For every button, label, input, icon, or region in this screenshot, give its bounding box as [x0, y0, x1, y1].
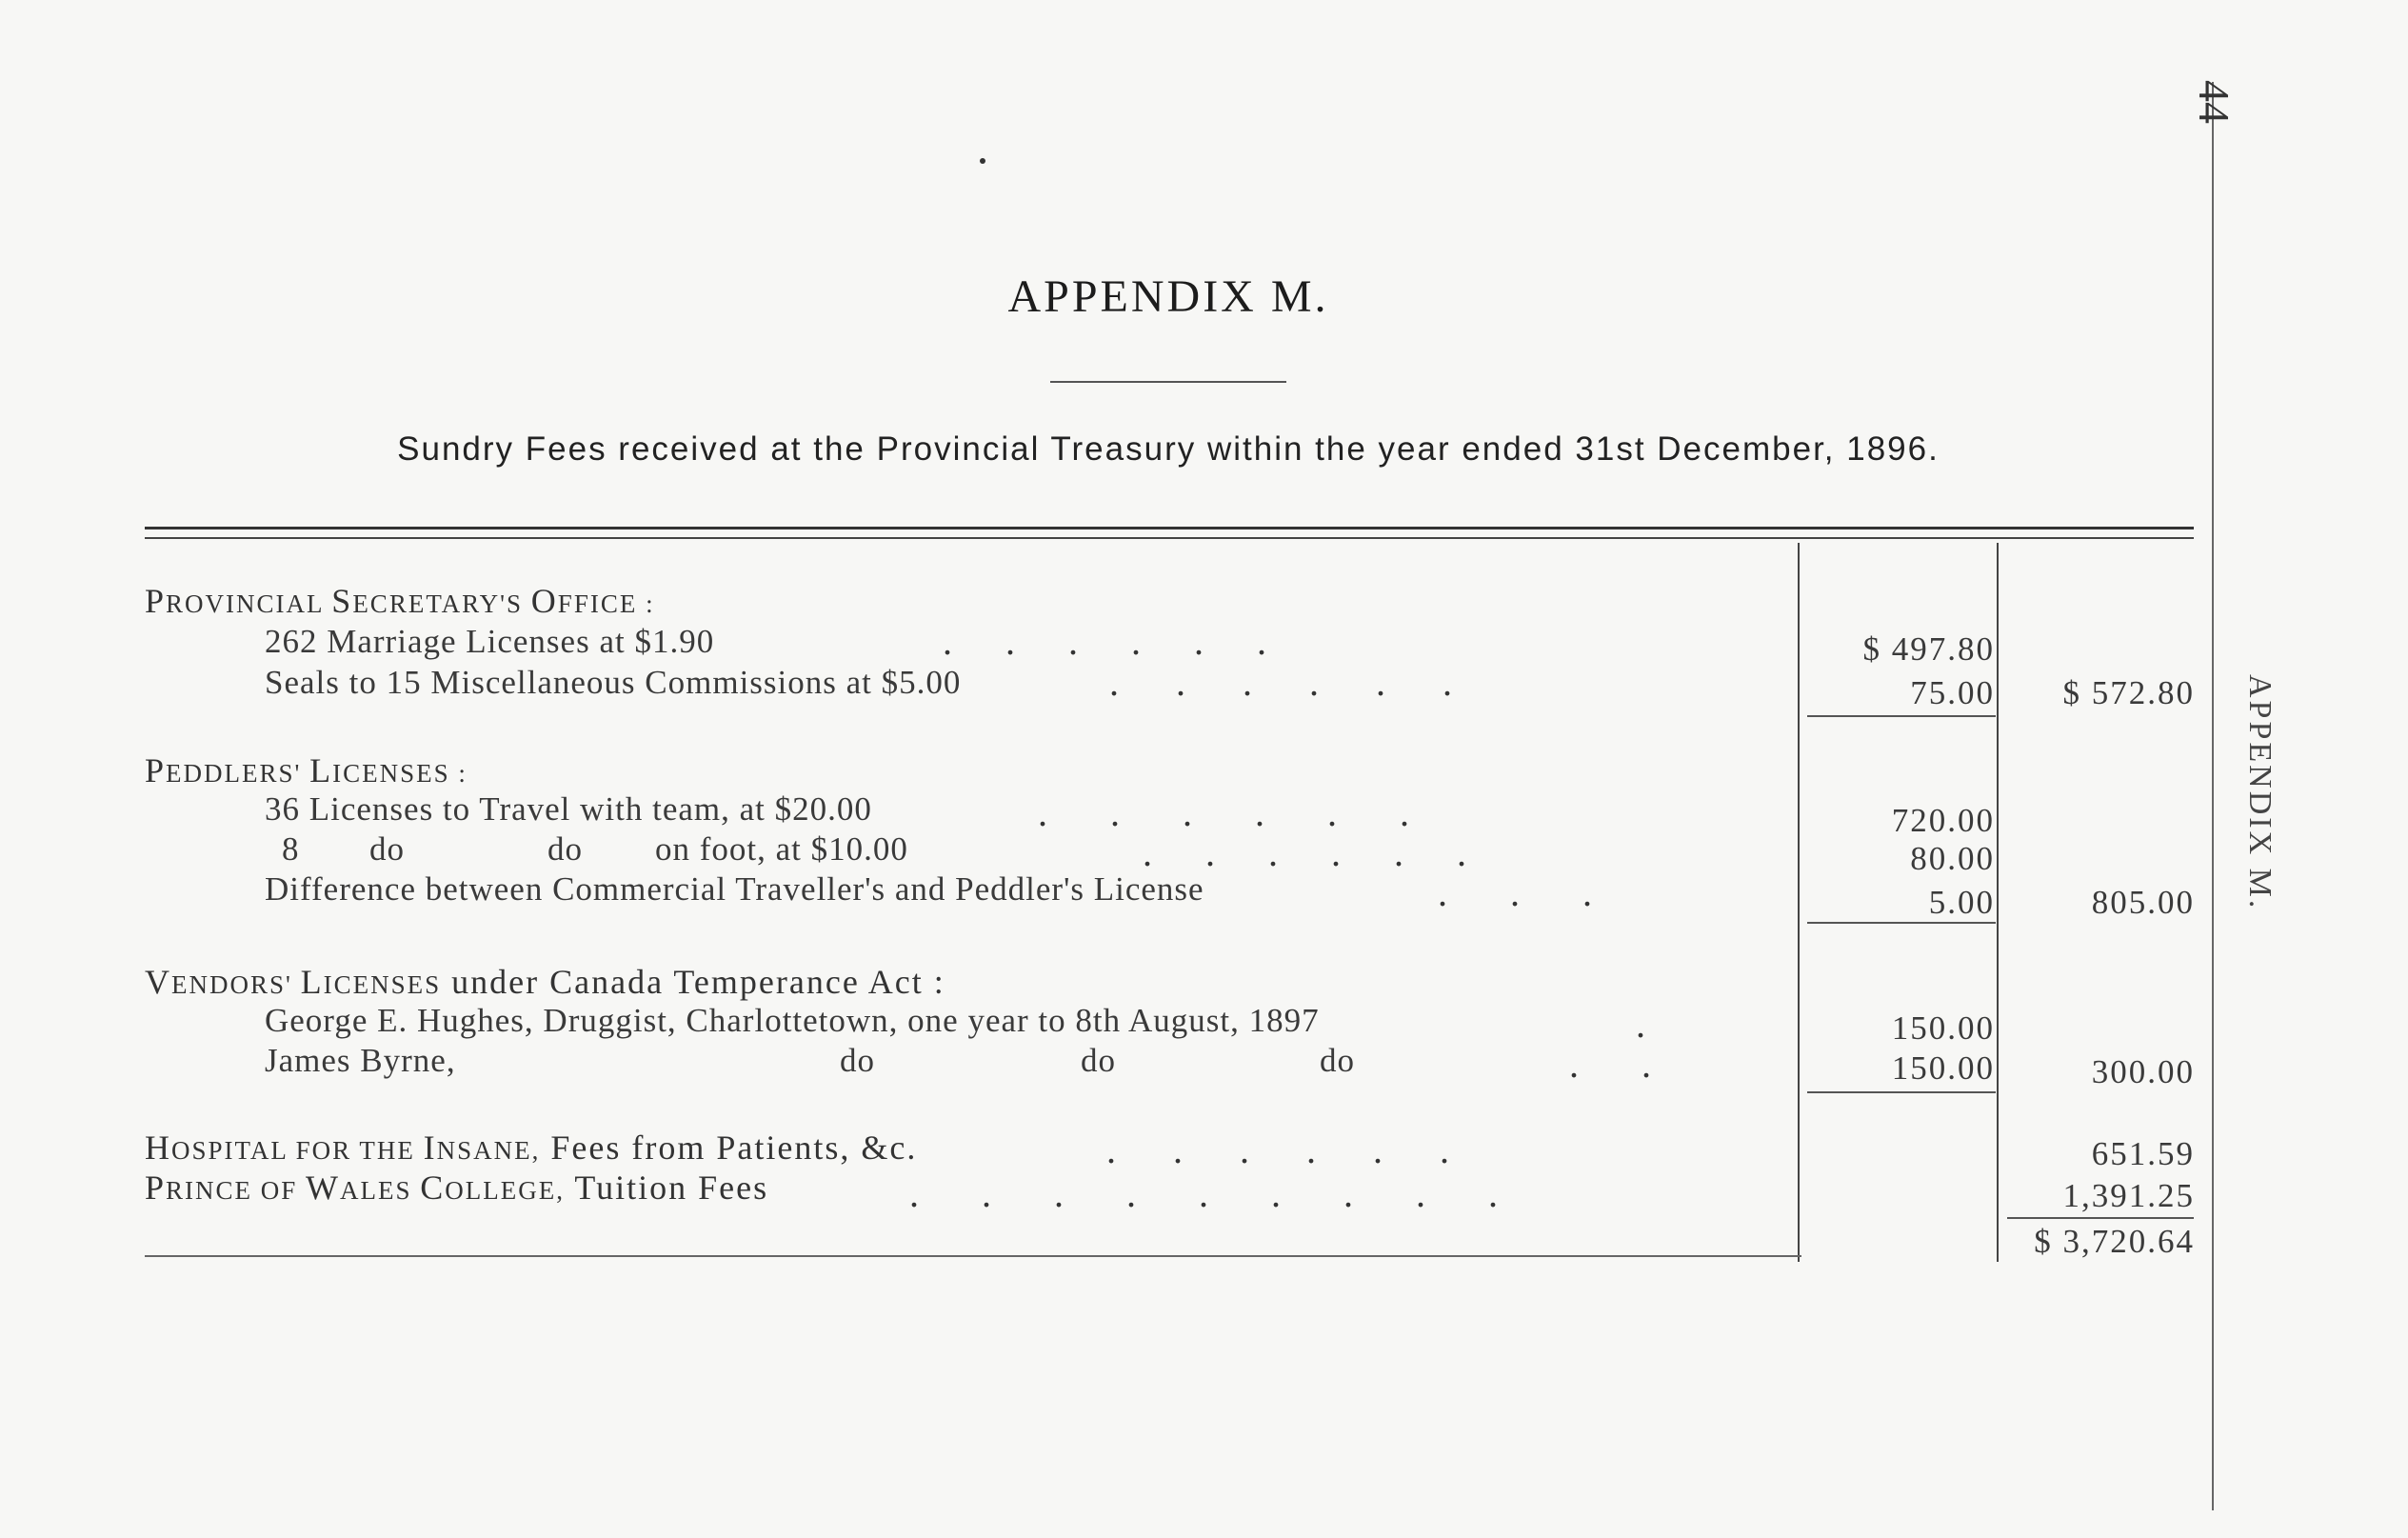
ditto-mark: do	[1320, 1042, 1355, 1079]
dot-leader: .	[1636, 1003, 1645, 1046]
total-vendors-licenses: 300.00	[2091, 1053, 2195, 1090]
grand-total: $ 3,720.64	[2034, 1223, 2195, 1260]
subtotal-rule	[1807, 922, 1996, 924]
dot-leader: . . . . . . . . .	[909, 1172, 1498, 1215]
dot-leader: . . . . . .	[1109, 661, 1452, 704]
section-heading-peddlers-licenses: PEDDLERS' LICENSES :	[145, 751, 468, 789]
dot-leader: . .	[1569, 1043, 1651, 1086]
item-licenses-foot-count: 8	[282, 830, 300, 868]
ditto-mark: do	[840, 1042, 875, 1079]
table-bottom-rule	[145, 1255, 1801, 1257]
item-george-hughes: George E. Hughes, Druggist, Charlottetown, one year to 8th August, 1897	[265, 1002, 1320, 1039]
item-hospital-insane: HOSPITAL FOR THE INSANE, Fees from Patients, &c.	[145, 1129, 918, 1167]
dot-leader: . . . . . .	[1143, 831, 1466, 874]
amount-column-right-rule	[1997, 543, 1999, 1262]
dot-leader: . . . . . .	[1038, 791, 1409, 834]
ink-speck	[980, 158, 985, 164]
dot-leader: . . . . . .	[1106, 1129, 1449, 1171]
subtotal-rule	[1807, 1091, 1996, 1093]
ditto-mark: do	[1081, 1042, 1116, 1079]
ditto-mark: do	[369, 830, 405, 868]
item-licenses-team: 36 Licenses to Travel with team, at $20.00	[265, 790, 872, 828]
page-title: APPENDIX M.	[1007, 271, 1329, 322]
table-top-rule	[145, 527, 2194, 529]
amount-marriage-licenses: $ 497.80	[1862, 630, 1995, 668]
ditto-mark: do	[547, 830, 583, 868]
total-peddlers-licenses: 805.00	[2091, 884, 2195, 921]
item-james-byrne: James Byrne,	[265, 1042, 456, 1079]
amount-licenses-team: 720.00	[1891, 802, 1995, 839]
amount-difference-licenses: 5.00	[1928, 884, 1995, 921]
item-difference-licenses: Difference between Commercial Traveller's and Peddler's License	[265, 870, 1204, 908]
table-caption: Sundry Fees received at the Provincial Treasury within the year ended 31st December, 1896.	[397, 430, 1940, 468]
title-rule	[1050, 381, 1286, 383]
item-licenses-foot: on foot, at $10.00	[655, 830, 908, 868]
dot-leader: . . .	[1438, 871, 1592, 914]
page-number: 44	[2190, 80, 2239, 124]
amount-james-byrne: 150.00	[1891, 1049, 1995, 1087]
running-head: APPENDIX M.	[2242, 674, 2278, 911]
amount-licenses-foot: 80.00	[1910, 840, 1995, 877]
total-provincial-secretary: $ 572.80	[2062, 674, 2195, 711]
amount-george-hughes: 150.00	[1891, 1009, 1995, 1047]
total-hospital-insane: 651.59	[2091, 1135, 2195, 1172]
amount-seals-commissions: 75.00	[1910, 674, 1995, 711]
item-seals-commissions: Seals to 15 Miscellaneous Commissions at $5.00	[265, 664, 962, 701]
section-heading-vendors-licenses: VENDORS' LICENSES under Canada Temperance Act :	[145, 963, 945, 1001]
grand-total-rule	[2007, 1217, 2194, 1219]
subtotal-rule	[1807, 715, 1996, 717]
total-prince-of-wales-college: 1,391.25	[2062, 1177, 2195, 1214]
table-top-rule-thin	[145, 537, 2194, 539]
item-marriage-licenses: 262 Marriage Licenses at $1.90	[265, 623, 715, 660]
dot-leader: . . . . . .	[943, 620, 1266, 663]
section-heading-provincial-secretary: PROVINCIAL SECRETARY'S OFFICE :	[145, 582, 655, 620]
item-prince-of-wales-college: PRINCE OF WALES COLLEGE, Tuition Fees	[145, 1168, 769, 1207]
